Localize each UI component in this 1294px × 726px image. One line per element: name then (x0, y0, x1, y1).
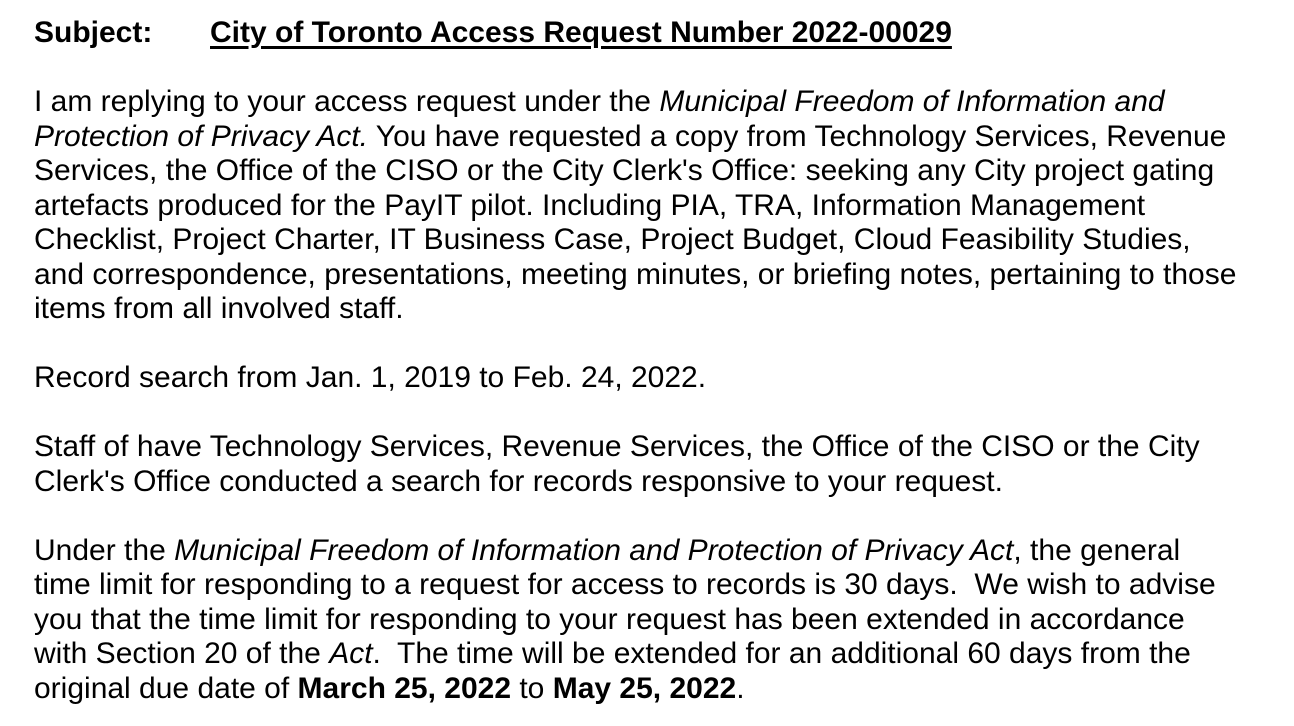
paragraph (34, 361, 1241, 396)
text-run: Municipal Freedom of Information and Protection of Privacy Act (174, 533, 1014, 567)
paragraph (34, 430, 1241, 499)
body-paragraphs (34, 85, 1245, 706)
text-run: to (511, 671, 553, 705)
text-run: You have requested a copy from Technology Services, Revenue Services, the Office of the CISO or the City Clerk's Office: seeking any City project gating artefacts produced for the PayIT pilot. Including PIA, TRA, Information Management Checklist, Project Charter, IT Business Case, Project Budget, Cloud Feasibility Studies, and correspondence, presentations, meeting minutes, or briefing notes, pertaining to those items from all involved staff. (34, 119, 1245, 325)
text-run: I am replying to your access request under the (34, 85, 660, 118)
text-run: . (736, 671, 745, 705)
text-run: , the general time limit for responding to a request for access to records is 30 days. We wish to advise you that the time limit for responding to your request has been extended in accordance with Section 20 of the (34, 533, 1224, 670)
text-run: Staff of have Technology Services, Revenue Services, the Office of the CISO or the City Clerk's Office conducted a search for records responsive to your request. (34, 430, 1208, 498)
text-run: Record search from Jan. 1, 2019 to Feb. 24, 2022. (34, 361, 707, 394)
text-run: May 25, 2022 (552, 671, 737, 705)
paragraph (34, 534, 1241, 707)
subject-label: Subject: (34, 16, 153, 49)
text-run: Municipal Freedom of Information and Protection of Privacy Act. (34, 85, 1173, 153)
paragraph (34, 85, 1245, 327)
subject-title: City of Toronto Access Request Number 2022-00029 (210, 16, 952, 49)
document-body (34, 16, 1245, 706)
text-run: March 25, 2022 (297, 671, 512, 705)
text-run: . The time will be extended for an additional 60 days from the original due date of (34, 637, 1200, 705)
text-run: Act (329, 637, 373, 670)
subject-line (34, 16, 1241, 51)
text-run: Under the (34, 533, 175, 567)
